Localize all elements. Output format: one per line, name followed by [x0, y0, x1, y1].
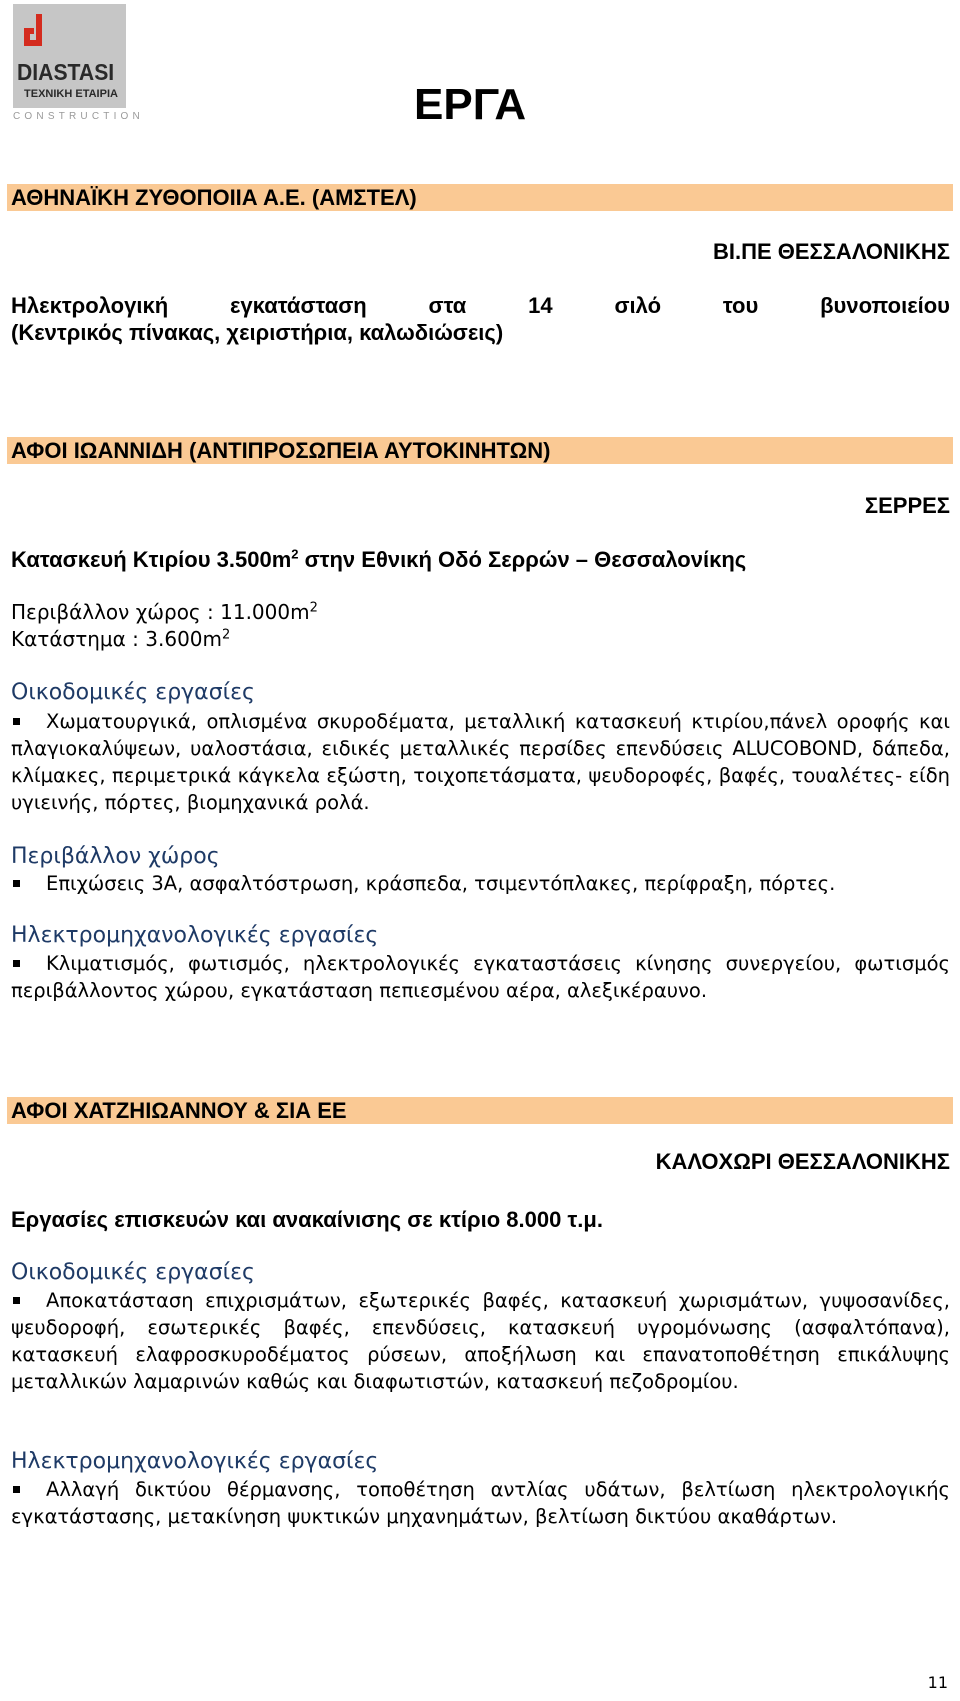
bullet-icon [13, 1486, 20, 1493]
section-paragraph [11, 1287, 950, 1395]
bullet-icon [13, 1297, 20, 1304]
company-logo [13, 4, 144, 122]
project-location: ΒΙ.ΠΕ ΘΕΣΣΑΛΟΝΙΚΗΣ [712, 239, 950, 264]
area-label: Κατάστημα : 3.600m [11, 627, 223, 651]
section-heading: Ηλεκτρομηχανολογικές εργασίες [11, 1449, 379, 1474]
project-title [11, 546, 746, 573]
section-text: Αποκατάσταση επιχρισμάτων, εξωτερικές βαφές, κατασκευή χωρισμάτων, γυψοσανίδες, ψευδοροφή, εσωτερικές βαφές, επενδύσεις, κατασκευή υγρομόνωσης (ασφαλτόπανα), κατασκευή ελαφροσκυροδέματος ρύσεων, αποξήλωση και επανατοποθέτηση επικάλυψης μεταλλικών λαμαρινών καθώς και διαφωτιστών, κατασκευή πεζοδρομίου. [11, 1289, 950, 1393]
area-line [11, 626, 230, 653]
project-client: ΑΦΟΙ ΧΑΤΖΗΙΩΑΝΝΟΥ & ΣΙΑ ΕΕ [11, 1098, 347, 1123]
project-location: ΣΕΡΡΕΣ [864, 493, 950, 518]
project-title-text: Κατασκευή Κτιρίου 3.500m [11, 547, 292, 572]
project-client: ΑΘΗΝΑΪΚΗ ΖΥΘΟΠΟΙΙΑ Α.Ε. (ΑΜΣΤΕΛ) [11, 185, 417, 210]
section-text: Αλλαγή δικτύου θέρμανσης, τοποθέτηση αντλίας υδάτων, βελτίωση ηλεκτρολογικής εγκατάστασης, μετακίνηση ψυκτικών μηχανημάτων, βελτίωση δικτύου ακαθάρτων. [11, 1478, 950, 1528]
section-text: Κλιματισμός, φωτισμός, ηλεκτρολογικές εγκαταστάσεις κίνησης συνεργείου, φωτισμός περιβάλλοντος χώρου, εγκατάσταση πεπιεσμένου αέρα, αλεξικέραυνο. [11, 952, 950, 1002]
area-label: Περιβάλλον χώρος : 11.000m [11, 600, 310, 624]
bullet-icon [13, 718, 20, 725]
project-location: ΚΑΛΟΧΩΡΙ ΘΕΣΣΑΛΟΝΙΚΗΣ [655, 1149, 950, 1174]
section-heading: Οικοδομικές εργασίες [11, 1260, 255, 1285]
bullet-icon [13, 960, 20, 967]
superscript: 2 [291, 546, 299, 562]
section-paragraph [11, 708, 950, 816]
bullet-icon [13, 880, 20, 887]
logo-tagline: CONSTRUCTION [13, 111, 144, 122]
superscript: 2 [309, 600, 318, 616]
section-heading: Ηλεκτρομηχανολογικές εργασίες [11, 923, 379, 948]
superscript: 2 [222, 627, 231, 643]
project-description-line: Ηλεκτρολογική εγκατάσταση στα 14 σιλό του βυνοποιείου [11, 293, 950, 318]
section-paragraph [11, 1476, 950, 1530]
project-description-line: (Κεντρικός πίνακας, χειριστήρια, καλωδιώσεις) [11, 320, 504, 345]
page-number: 11 [927, 1673, 948, 1692]
project-client: ΑΦΟΙ ΙΩΑΝΝΙΔΗ (ΑΝΤΙΠΡΟΣΩΠΕΙΑ ΑΥΤΟΚΙΝΗΤΩΝ) [11, 438, 551, 463]
section-paragraph [11, 870, 950, 897]
section-text: Επιχώσεις 3Α, ασφαλτόστρωση, κράσπεδα, τσιμεντόπλακες, περίφραξη, πόρτες. [46, 872, 836, 895]
section-heading: Οικοδομικές εργασίες [11, 680, 255, 705]
logo-background [13, 4, 126, 108]
logo-mark-icon [20, 12, 60, 56]
logo-subtitle: ΤΕΧΝΙΚΗ ΕΤΑΙΡΙΑ [24, 88, 118, 100]
section-text: Χωματουργικά, οπλισμένα σκυροδέματα, μεταλλική κατασκευή κτιρίου,πάνελ οροφής και πλαγιοκαλύψεων, υαλοστάσια, ειδικές μεταλλικές περσίδες επενδύσεις ALUCOBOND, δάπεδα, κλίμακες, περιμετρικά κάγκελα εξώστη, τοιχοπετάσματα, ψευδοροφές, βαφές, τουαλέτες- είδη υγιεινής, πόρτες, βιομηχανικά ρολά. [11, 710, 950, 814]
area-line [11, 599, 318, 626]
section-paragraph [11, 950, 950, 1004]
project-title-text: στην Εθνική Οδό Σερρών – Θεσσαλονίκης [298, 547, 747, 572]
logo-name: DIASTASI [16, 59, 115, 85]
project-title: Εργασίες επισκευών και ανακαίνισης σε κτίριο 8.000 τ.μ. [11, 1207, 603, 1232]
section-heading: Περιβάλλον χώρος [11, 844, 220, 869]
page-title: ΕΡΓΑ [414, 80, 527, 129]
